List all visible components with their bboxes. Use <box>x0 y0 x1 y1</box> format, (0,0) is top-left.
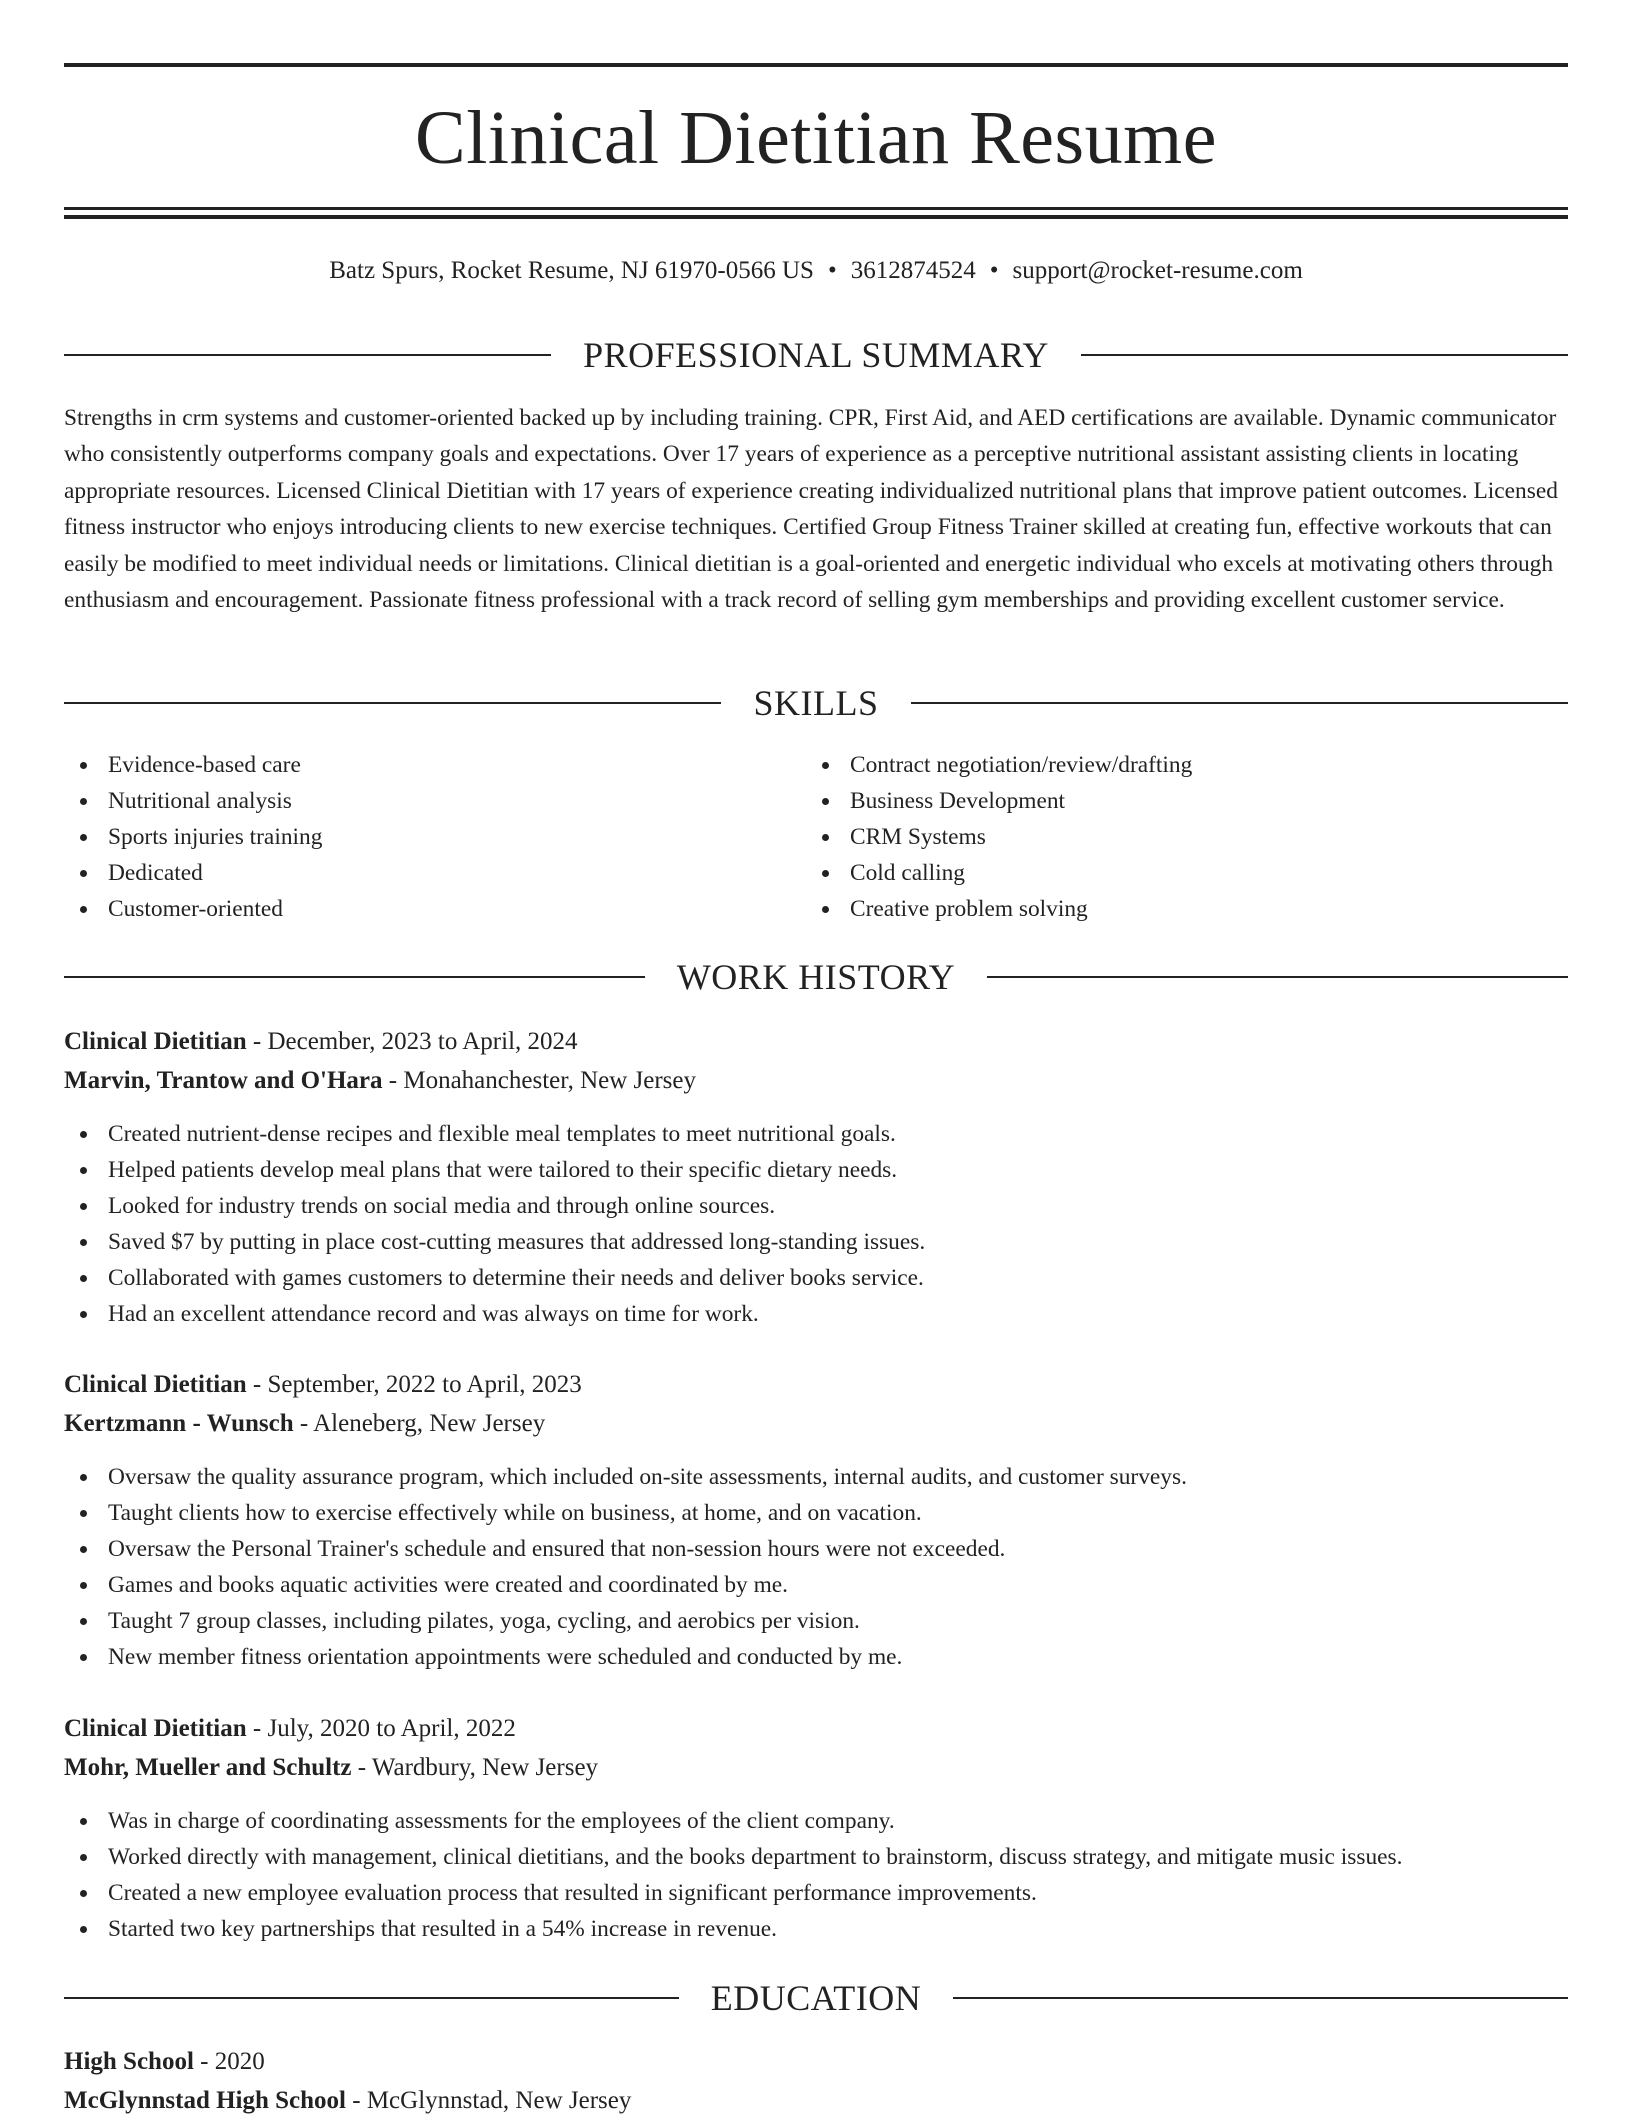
job-bullet: Oversaw the Personal Trainer's schedule and ensured that non-session hours were not exceeded. <box>64 1531 1568 1567</box>
skills-section-header <box>64 681 1568 725</box>
job-bullet: Looked for industry trends on social media and through online sources. <box>64 1188 1568 1224</box>
skills-list-right <box>806 747 1506 927</box>
job-title-line <box>64 1367 1568 1403</box>
job-title-line <box>64 1711 1568 1747</box>
job-company-line <box>64 1406 1568 1442</box>
skill-item: Contract negotiation/review/drafting <box>806 747 1506 783</box>
job-bullet: Helped patients develop meal plans that were tailored to their specific dietary needs. <box>64 1152 1568 1188</box>
job-title: Clinical Dietitian <box>64 1028 247 1055</box>
skill-item: Business Development <box>806 783 1506 819</box>
job-company: Mohr, Mueller and Schultz <box>64 1754 352 1781</box>
contact-phone: 3612874524 <box>850 257 976 284</box>
skill-item: Nutritional analysis <box>64 783 764 819</box>
job-dates: - December, 2023 to April, 2024 <box>246 1028 578 1055</box>
skill-item: Evidence-based care <box>64 747 764 783</box>
job-bullet-list <box>64 1459 1568 1675</box>
job-location: - Aleneberg, New Jersey <box>293 1410 546 1437</box>
education-year: - 2020 <box>193 2048 265 2075</box>
job-bullet: Taught 7 group classes, including pilates, yoga, cycling, and aerobics per vision. <box>64 1603 1568 1639</box>
summary-section-header <box>64 333 1568 377</box>
job-title-line <box>64 1024 1568 1060</box>
work-heading: WORK HISTORY <box>645 957 987 997</box>
skill-item: CRM Systems <box>806 819 1506 855</box>
job-bullet: Had an excellent attendance record and was always on time for work. <box>64 1296 1568 1332</box>
job-bullet: Saved $7 by putting in place cost-cutting measures that addressed long-standing issues. <box>64 1224 1568 1260</box>
job-bullet-list <box>64 1116 1568 1332</box>
skill-item: Cold calling <box>806 855 1506 891</box>
job-bullet: Oversaw the quality assurance program, which included on-site assessments, internal audits, and customer surveys. <box>64 1459 1568 1495</box>
skills-heading: SKILLS <box>721 683 910 723</box>
job-bullet: Games and books aquatic activities were created and coordinated by me. <box>64 1567 1568 1603</box>
contact-line <box>64 254 1568 288</box>
education-heading: EDUCATION <box>679 1978 953 2018</box>
summary-text: Strengths in crm systems and customer-oriented backed up by including training. CPR, First Aid, and AED certifications are available. Dynamic communicator who consistently outperforms company goals and expectations. Over 17 years of experience as a perceptive nutritional assistant assisting clients in locating appropriate resources. Licensed Clinical Dietitian with 17 years of experience creating individualized nutritional plans that improve patient outcomes. Licensed fitness instructor who enjoys introducing clients to new exercise techniques. Certified Group Fitness Trainer skilled at creating fun, effective workouts that can easily be modified to meet individual needs or limitations. Clinical dietitian is a goal-oriented and energetic individual who excels at motivating others through enthusiasm and encouragement. Passionate fitness professional with a track record of selling gym memberships and providing excellent customer service. <box>64 405 1558 614</box>
job-bullet: Started two key partnerships that resulted in a 54% increase in revenue. <box>64 1911 1568 1947</box>
job-company-line <box>64 1063 1568 1099</box>
contact-email: support@rocket-resume.com <box>1012 257 1303 284</box>
job-bullet: Created a new employee evaluation process that resulted in significant performance improvements. <box>64 1875 1568 1911</box>
job-bullet: Taught clients how to exercise effectively while on business, at home, and on vacation. <box>64 1495 1568 1531</box>
skill-item: Sports injuries training <box>64 819 764 855</box>
job-dates: - July, 2020 to April, 2022 <box>246 1715 516 1742</box>
job-bullet: Was in charge of coordinating assessments for the employees of the client company. <box>64 1803 1568 1839</box>
education-school-line <box>64 2083 1568 2119</box>
education-location: - McGlynnstad, New Jersey <box>346 2087 632 2114</box>
job-company: Kertzmann - Wunsch <box>64 1410 294 1437</box>
job-bullet-list <box>64 1803 1568 1947</box>
contact-separator: • <box>827 257 837 284</box>
contact-separator: • <box>989 257 999 284</box>
job-dates: - September, 2022 to April, 2023 <box>246 1371 582 1398</box>
job-bullet: Collaborated with games customers to determine their needs and deliver books service. <box>64 1260 1568 1296</box>
job-bullet: Created nutrient-dense recipes and flexible meal templates to meet nutritional goals. <box>64 1116 1568 1152</box>
title-rule-upper <box>64 207 1568 210</box>
job-title: Clinical Dietitian <box>64 1715 247 1742</box>
job-location: - Monahanchester, New Jersey <box>382 1067 696 1094</box>
job-bullet: New member fitness orientation appointments were scheduled and conducted by me. <box>64 1639 1568 1675</box>
skill-item: Creative problem solving <box>806 891 1506 927</box>
education-degree: High School <box>64 2048 194 2075</box>
summary-heading: PROFESSIONAL SUMMARY <box>551 335 1081 375</box>
contact-address: Batz Spurs, Rocket Resume, NJ 61970-0566 US <box>329 257 814 284</box>
education-degree-line <box>64 2044 1568 2080</box>
education-school: McGlynnstad High School <box>64 2087 346 2114</box>
skills-list-left <box>64 747 764 927</box>
job-title: Clinical Dietitian <box>64 1371 247 1398</box>
education-section-header <box>64 1976 1568 2020</box>
job-company-line <box>64 1750 1568 1786</box>
skill-item: Dedicated <box>64 855 764 891</box>
job-bullet: Worked directly with management, clinical dietitians, and the books department to brainstorm, discuss strategy, and mitigate music issues. <box>64 1839 1568 1875</box>
skill-item: Customer-oriented <box>64 891 764 927</box>
document-title: Clinical Dietitian Resume <box>415 96 1217 180</box>
title-rule-lower <box>64 215 1568 219</box>
job-company: Marvin, Trantow and O'Hara <box>64 1067 383 1094</box>
work-section-header <box>64 955 1568 999</box>
top-rule <box>64 63 1568 67</box>
job-location: - Wardbury, New Jersey <box>351 1754 599 1781</box>
